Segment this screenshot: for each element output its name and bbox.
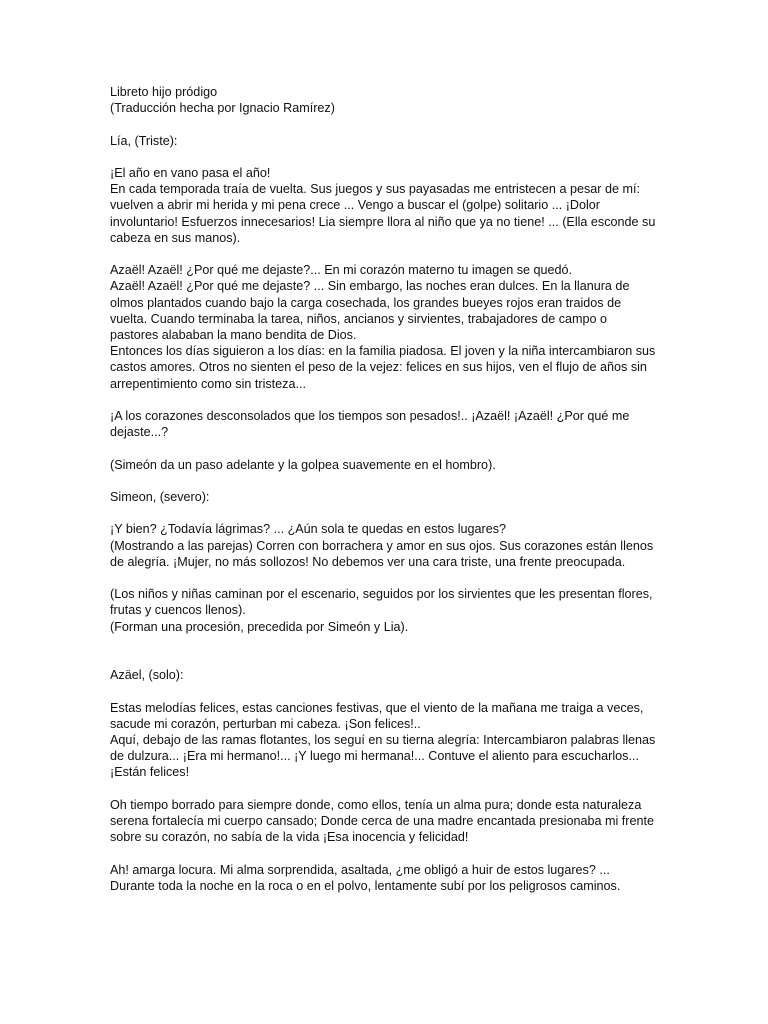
paragraph-line: En cada temporada traía de vuelta. Sus juegos y sus payasadas me entristecen a pesar de mí: vuelven a abrir mi herida y mi pena crece ... Vengo a buscar el (golpe) solitario ... ¡Dolor involuntario! Esfuerzos innecesarios! Lia siempre llora al niño que ya no tiene! ... (Ella esconde su cabeza en sus manos). [110,182,656,245]
document-title: Libreto hijo pródigo [110,85,218,99]
paragraph-line: Aquí, debajo de las ramas flotantes, los seguí en su tierna alegría: Intercambiaron palabras llenas de dulzura... ¡Era mi hermano!... ¡Y luego mi hermana!... Contuve el aliento para escucharlos... ¡Están felices! [110,732,656,780]
paragraph-line: ¡El año en vano pasa el año! [110,165,271,180]
paragraph-line: ¡Y bien? ¿Todavía lágrimas? ... ¿Aún sola te quedas en estos lugares? [110,522,507,537]
paragraph-line: (Los niños y niñas caminan por el escenario, seguidos por los sirvientes que les presentan flores, frutas y cuencos llenos). [110,587,653,618]
speaker-label: Lía, (Triste): [110,133,178,148]
paragraph-line: Azaël! Azaël! ¿Por qué me dejaste? ... Sin embargo, las noches eran dulces. En la llanura de olmos plantados cuando bajo la carga cosechada, los grandes bueyes rojos eran traidos de vuelta. Cuando terminaba la tarea, niños, ancianos y sirvientes, trabajadores de campo o pastores alababan la mano bendita de Dios. [110,279,630,342]
speaker-azael [110,667,658,683]
paragraph-line: ¡A los corazones desconsolados que los tiempos son pesados!.. ¡Azaël! ¡Azaël! ¿Por qué me dejaste...? [110,409,630,440]
paragraph-line: (Simeón da un paso adelante y la golpea suavemente en el hombro). [110,457,496,472]
paragraph-line: (Mostrando a las parejas) Corren con borrachera y amor en sus ojos. Sus corazones están llenos de alegría. ¡Mujer, no más sollozos! No debemos ver una cara triste, una frente preocupada. [110,538,654,569]
paragraph-azael-1 [110,700,658,781]
paragraph-azael-3 [110,862,658,894]
paragraph-line: Ah! amarga locura. Mi alma sorprendida, asaltada, ¿me obligó a huir de estos lugares? ... Durante toda la noche en la roca o en el polvo, lentamente subí por los peligrosos caminos. [110,862,621,893]
paragraph-line: (Forman una procesión, precedida por Simeón y Lia). [110,619,409,634]
stage-direction-1 [110,457,658,473]
paragraph-lia-3 [110,408,658,440]
document-subtitle: (Traducción hecha por Ignacio Ramírez) [110,101,335,116]
document-heading [110,84,658,116]
paragraph-lia-1 [110,165,658,246]
speaker-label: Simeon, (severo): [110,489,210,504]
paragraph-lia-2 [110,262,658,392]
paragraph-simeon-1 [110,521,658,570]
stage-direction-2 [110,586,658,635]
paragraph-line: Entonces los días siguieron a los días: en la familia piadosa. El joven y la niña intercambiaron sus castos amores. Otros no sienten el peso de la vejez: felices en sus hijos, ven el flujo de años sin arrepentimiento como sin tristeza... [110,344,656,391]
paragraph-line: Oh tiempo borrado para siempre donde, como ellos, tenía un alma pura; donde esta naturaleza serena fortalecía mi cuerpo cansado; Donde cerca de una madre encantada presionaba mi frente sobre su corazón, no sabía de la vida ¡Esa inocencia y felicidad! [110,797,654,845]
speaker-label: Azäel, (solo): [110,668,184,683]
paragraph-azael-2 [110,797,658,846]
document-page [110,84,658,910]
speaker-lia [110,133,658,149]
speaker-simeon [110,489,658,505]
paragraph-line: Estas melodías felices, estas canciones festivas, que el viento de la mañana me traiga a veces, sacude mi corazón, perturban mi cabeza. ¡Son felices!.. [110,700,644,731]
paragraph-line: Azaël! Azaël! ¿Por qué me dejaste?... En mi corazón materno tu imagen se quedó. [110,263,573,278]
